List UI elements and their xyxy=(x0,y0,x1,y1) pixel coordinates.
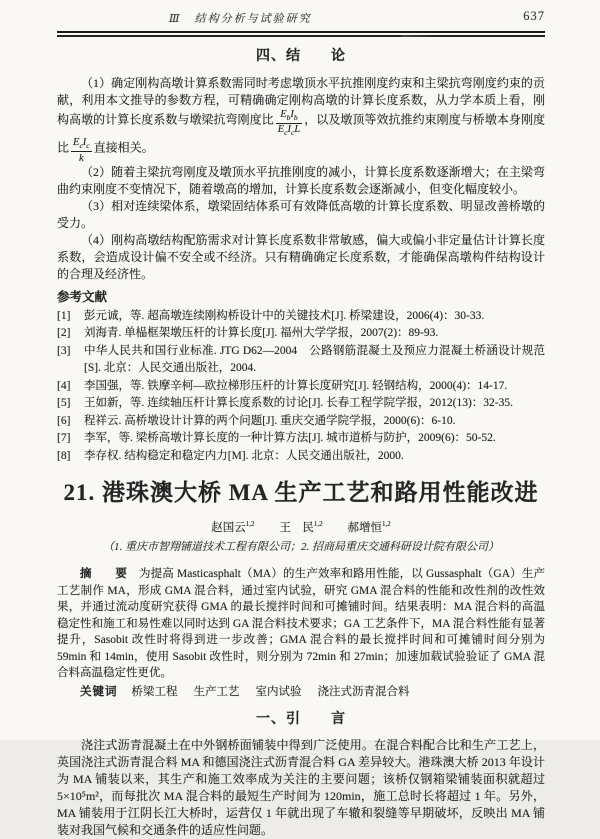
reference-item xyxy=(57,308,545,326)
author-name: 赵国云 xyxy=(211,522,246,535)
conclusion-paragraph-1 xyxy=(57,75,545,164)
stiffness-ratio-formula-1 xyxy=(276,109,302,137)
introduction-heading: 一、引 言 xyxy=(256,711,346,727)
keyword: 生产工艺 xyxy=(193,685,240,698)
author-name: 王 民 xyxy=(279,522,314,535)
author-affiliation-superscript: 1,2 xyxy=(382,520,391,529)
author xyxy=(211,522,254,534)
reference-text: 王如新，等. 连续轴压杆计算长度系数的讨论[J]. 长春工程学院学报，2012(13)：32-35. xyxy=(84,397,513,410)
reference-label: [7] xyxy=(57,432,71,445)
abstract-label: 摘 要 xyxy=(80,568,133,581)
formula-1-numerator: $E_bI_b$ xyxy=(276,109,302,124)
header-section-label: Ⅲ 结构分析与试验研究 xyxy=(169,13,312,25)
author-affiliation-superscript: 1,2 xyxy=(313,520,323,529)
reference-text: 程祥云. 高桥墩设计计算的两个问题[J]. 重庆交通学院学报，2000(6)：6-10. xyxy=(84,414,456,427)
reference-item xyxy=(57,343,545,378)
introduction-paragraph: 浇注式沥青混凝土在中外钢桥面铺装中得到广泛使用。在混合料配合比和生产工艺上，英国浇注式沥青混合料 MA 和德国浇注式沥青混合料 GA 差异较大。港珠澳大桥 2013 年设计为 MA 铺装以来，其生产和施工效率成为关注的主要问题；该桥仅钢箱梁铺装面积就超过 5×10⁵m²，而每批次 MA 混合料的最短生产时间为 120min，施工总时长将超过 1 年。另外，MA 铺装用于江阴长江大桥时，运营仅 1 年就出现了车辙和裂缝等早期破坏，反映出 MA 铺装对我国气候和交通条件的适应性问题。 xyxy=(57,737,545,837)
reference-label: [4] xyxy=(57,379,71,392)
rule-line-top xyxy=(57,31,545,33)
keyword: 桥梁工程 xyxy=(131,685,178,698)
reference-label: [8] xyxy=(57,449,71,462)
affiliation-line: （1. 重庆市智翔铺道技术工程有限公司；2. 招商局重庆交通科研设计院有限公司） xyxy=(103,541,499,554)
reference-label: [1] xyxy=(57,309,71,322)
author xyxy=(279,522,322,534)
conclusion-paragraph-3: （3）相对连续梁体系，墩梁固结体系可有效降低高墩的计算长度系数、明显改善桥墩的受力。 xyxy=(57,198,545,230)
keyword: 室内试验 xyxy=(255,685,302,698)
stiffness-ratio-formula-2 xyxy=(71,137,92,164)
reference-text: 中华人民共和国行业标准. JTG D62—2004 公路钢筋混凝土及预应力混凝土桥涵设计规范[S]. 北京：人民交通出版社，2004. xyxy=(84,344,545,375)
conclusion-p1-text-3: 直接相关。 xyxy=(93,140,154,155)
conclusion-p1-text-1: （1）确定刚构高墩计算系数需同时考虑墩顶水平抗推刚度约束和主梁抗弯刚度约束的贡献，利用本文推导的参数方程，可精确确定刚构高墩的计算长度系数，从力学本质上看，刚构高墩的计算长度系数与墩梁抗弯刚度比 xyxy=(57,76,545,127)
authors-line xyxy=(57,517,545,536)
reference-text: 李军，等. 梁桥高墩计算长度的一种计算方法[J]. 城市道桥与防护，2009(6)：50-52. xyxy=(84,432,496,445)
formula-1-denominator: $E_cI_cL$ xyxy=(277,124,301,138)
reference-text: 李存权. 结构稳定和稳定内力[M]. 北京：人民交通出版社，2000. xyxy=(84,449,404,462)
reference-label: [5] xyxy=(57,397,71,410)
formula-2-denominator: k xyxy=(78,152,84,164)
keywords-label: 关键词 xyxy=(80,685,118,698)
rule-line-bottom xyxy=(57,35,545,37)
reference-item xyxy=(57,325,545,343)
reference-text: 李国强，等. 铁摩辛柯—欧拉梯形压杆的计算长度研究[J]. 轻钢结构，2000(4)：14-17. xyxy=(84,379,508,392)
reference-item xyxy=(57,413,545,431)
conclusion-paragraph-2: （2）随着主梁抗弯刚度及墩顶水平抗推刚度的减小，计算长度系数逐渐增大；在主梁弯曲约束刚度不变情况下，随着墩高的增加，计算长度系数会逐渐减小，但变化幅度较小。 xyxy=(57,164,545,196)
abstract-text: 为提高 Masticasphalt（MA）的生产效率和路用性能，以 Gussasphalt（GA）生产工艺制作 MA，形成 GMA 混合料，通过室内试验，研究 GMA 混合料的性能和改性剂的改性效果，并通过流动度研究获得 GMA 的最长搅拌时间和可摊铺时间。结果表明：MA 混合料的高温稳定性和施工和易性难以同时达到 GA 混合料技术要求；GA 工艺条件下，MA 混合料性能有显著提升，Sasobit 改性时将得到进一步改善；GMA 混合料的最长搅拌时间和可摊铺时间分别为 59min 和 14min，使用 Sasobit 改性时，则分别为 72min 和 27min；加速加载试验验证了 GMA 混合料高温稳定性更优。 xyxy=(57,568,545,680)
reference-text: 彭元诚，等. 超高墩连续刚构桥设计中的关键技术[J]. 桥梁建设，2006(4)：30-33. xyxy=(84,309,485,322)
author-affiliation-superscript: 1,2 xyxy=(245,520,255,529)
reference-item xyxy=(57,378,545,396)
reference-label: [2] xyxy=(57,327,71,340)
reference-item xyxy=(57,448,545,466)
header-double-rule xyxy=(57,31,545,37)
reference-label: [3] xyxy=(57,344,71,357)
keyword: 浇注式沥青混合料 xyxy=(317,685,410,698)
formula-2-numerator: $E_cI_c$ xyxy=(73,137,90,151)
page-number: 637 xyxy=(523,9,545,23)
author-name: 郝增恒 xyxy=(347,522,382,535)
reference-item xyxy=(57,395,545,413)
keywords-line xyxy=(57,684,545,701)
references-heading: 参考文献 xyxy=(57,289,108,304)
abstract-paragraph xyxy=(57,566,545,682)
reference-label: [6] xyxy=(57,414,71,427)
reference-item xyxy=(57,430,545,448)
author xyxy=(348,522,391,534)
conclusion-paragraph-4: （4）刚构高墩结构配筋需求对计算长度系数非常敏感，偏大或偏小非定量估计计算长度系数，会造成设计偏不安全或不经济。只有精确确定长度系数，才能确保高墩构件结构设计的合理及经济性。 xyxy=(57,232,545,281)
reference-text: 刘海青. 单榀框架墩压杆的计算长度[J]. 福州大学学报，2007(2)：89-93. xyxy=(84,327,439,340)
article-title: 21. 港珠澳大桥 MA 生产工艺和路用性能改进 xyxy=(63,480,539,506)
page-header xyxy=(57,10,545,28)
conclusion-p1-text-2: ，以及墩顶等效抗推约束刚度与桥墩本身刚度比 xyxy=(57,112,545,155)
conclusion-heading: 四、结 论 xyxy=(256,49,346,64)
